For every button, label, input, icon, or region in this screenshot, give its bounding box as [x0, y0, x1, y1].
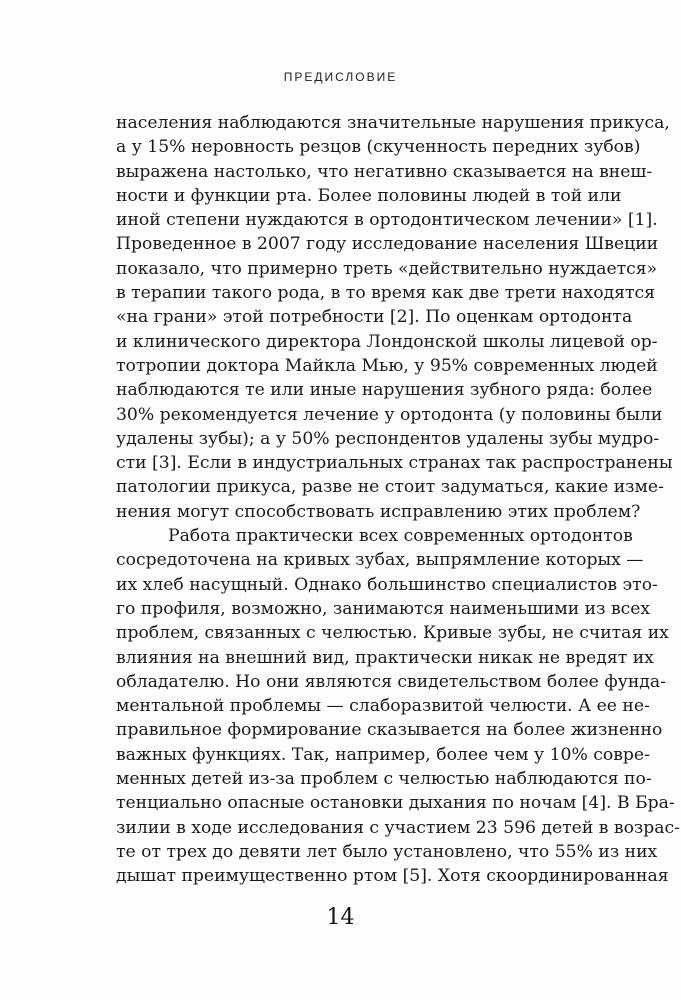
text-line: тотропии доктора Майкла Мью, у 95% современных людей — [116, 355, 658, 376]
text-line: тенциально опасные остановки дыхания по ночам [4]. В Бра- — [116, 793, 675, 814]
text-line: их хлеб насущный. Однако большинство специалистов это- — [116, 574, 658, 595]
text-line: «на грани» этой потребности [2]. По оценкам ортодонта — [116, 307, 633, 328]
text-line: выражена настолько, что негативно сказывается на внеш- — [116, 161, 653, 182]
running-header: ПРЕДИСЛОВИЕ — [283, 70, 398, 84]
body-text — [116, 111, 680, 889]
text-line: сти [3]. Если в индустриальных странах так распространены — [116, 453, 673, 474]
text-line: нения могут способствовать исправлению этих проблем? — [116, 501, 641, 522]
text-line: Работа практически всех современных ортодонтов — [168, 526, 633, 547]
text-line: наблюдаются те или иные нарушения зубного ряда: более — [116, 380, 653, 401]
text-line: и клинического директора Лондонской школы лицевой ор- — [116, 331, 658, 352]
text-line: те от трех до девяти лет было установлено, что 55% из них — [116, 841, 658, 862]
text-line: ности и функции рта. Более половины людей в той или — [116, 185, 622, 206]
text-line: дышат преимущественно ртом [5]. Хотя скоординированная — [116, 866, 669, 887]
text-line: менных детей из-за проблем с челюстью наблюдаются по- — [116, 769, 652, 790]
text-line: важных функциях. Так, например, более чем у 10% совре- — [116, 744, 650, 765]
text-line: влияния на внешний вид, практически никак не вредят их — [116, 647, 654, 668]
text-line: правильное формирование сказывается на более жизненно — [116, 720, 663, 741]
text-line: в терапии такого рода, в то время как две трети находятся — [116, 283, 655, 304]
text-line: населения наблюдаются значительные нарушения прикуса, — [116, 113, 670, 133]
page-number: 14 — [326, 905, 355, 930]
text-line: удалены зубы); а у 50% респондентов удалены зубы мудро- — [116, 428, 660, 449]
text-line: обладателю. Но они являются свидетельством более фунда- — [116, 671, 666, 692]
text-line: 30% рекомендуется лечение у ортодонта (у половины были — [116, 404, 663, 425]
text-line: патологии прикуса, разве не стоит задуматься, какие изме- — [116, 477, 664, 498]
text-line: показало, что примерно треть «действительно нуждается» — [116, 258, 658, 279]
text-line: иной степени нуждаются в ортодонтическом лечении» [1]. — [116, 210, 658, 231]
text-line: зилии в ходе исследования с участием 23 596 детей в возрас- — [116, 817, 680, 838]
text-line: сосредоточена на кривых зубах, выпрямление которых — — [116, 550, 644, 571]
text-line: Проведенное в 2007 году исследование населения Швеции — [116, 234, 659, 255]
text-line: проблем, связанных с челюстью. Кривые зубы, не считая их — [116, 623, 669, 644]
text-line: го профиля, возможно, занимаются наименьшими из всех — [116, 598, 651, 619]
text-line: ментальной проблемы — слаборазвитой челюсти. А ее не- — [116, 696, 650, 717]
text-line: а у 15% неровность резцов (скученность передних зубов) — [116, 137, 641, 158]
